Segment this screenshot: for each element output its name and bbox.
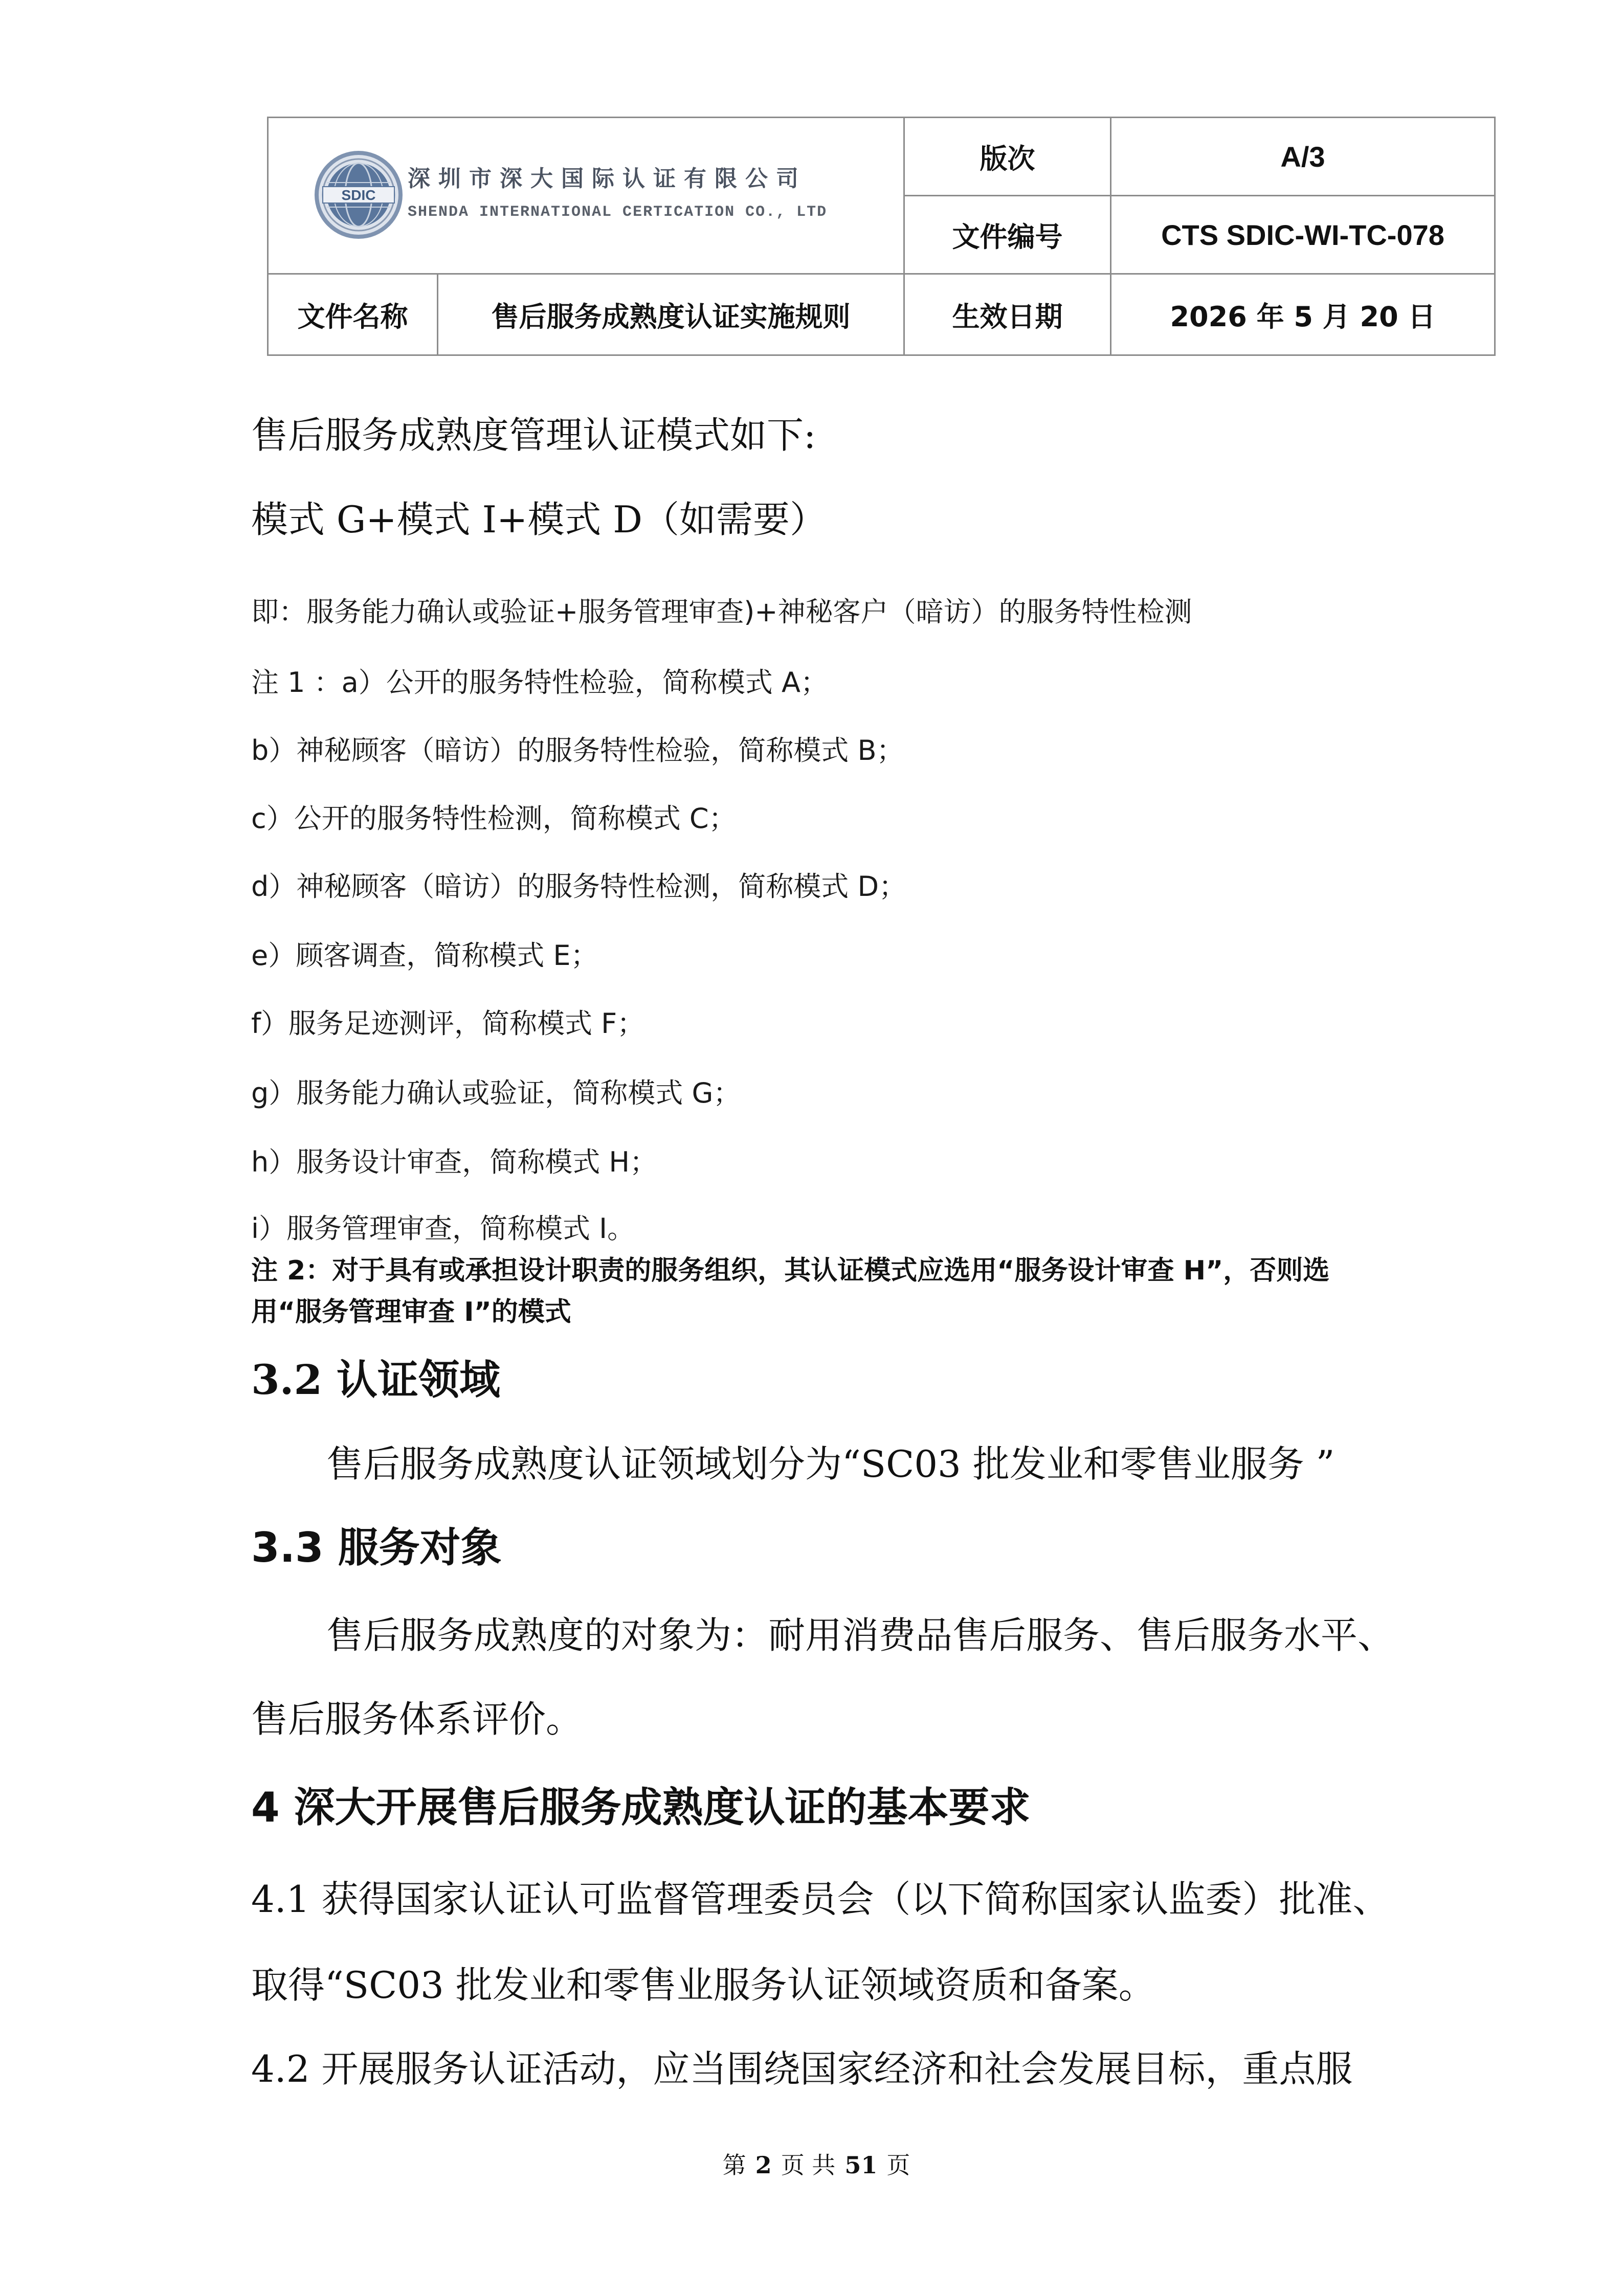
doc-name-value: 售后服务成熟度认证实施规则: [437, 273, 905, 356]
note1-item: b）神秘顾客（暗访）的服务特性检验，简称模式 B；: [251, 734, 904, 767]
doc-number-value: CTS SDIC-WI-TC-078: [1110, 195, 1496, 275]
company-name-en: SHENDA INTERNATIONAL CERTICATION CO., LTD: [408, 204, 828, 221]
section-3-3-text-line: 售后服务体系评价。: [251, 1698, 583, 1741]
doc-name-label: 文件名称: [267, 273, 438, 356]
mode-intro-line: 售后服务成熟度管理认证模式如下:: [251, 414, 816, 457]
doc-number-label: 文件编号: [903, 195, 1111, 275]
mode-explanation-line: 即：服务能力确认或验证+服务管理审查)+神秘客户（暗访）的服务特性检测: [251, 596, 1192, 628]
version-label: 版次: [903, 117, 1111, 196]
footer-middle: 页 共: [781, 2151, 836, 2179]
note2-line: 用“服务管理审查 I”的模式: [251, 1297, 571, 1327]
note1-item: g）服务能力确认或验证，简称模式 G；: [251, 1077, 741, 1109]
section-3-2-text: 售后服务成熟度认证领域划分为“SC03 批发业和零售业服务 ”: [326, 1443, 1335, 1485]
note1-item: d）神秘顾客（暗访）的服务特性检测，简称模式 D；: [251, 870, 907, 903]
section-4-text-line: 4.2 开展服务认证活动，应当围绕国家经济和社会发展目标，重点服: [251, 2047, 1353, 2090]
effective-date-value: 2026 年 5 月 20 日: [1110, 273, 1496, 356]
section-4-text-line: 取得“SC03 批发业和零售业服务认证领域资质和备案。: [251, 1964, 1155, 2007]
mode-formula-line: 模式 G+模式 I+模式 D（如需要）: [251, 498, 827, 541]
company-name-cn: 深圳市深大国际认证有限公司: [408, 166, 807, 192]
footer-prefix: 第: [722, 2151, 746, 2179]
section-4-text-line: 4.1 获得国家认证认可监督管理委员会（以下简称国家认监委）批准、: [251, 1878, 1390, 1921]
footer-suffix: 页: [886, 2151, 910, 2179]
section-4-heading: 4 深大开展售后服务成熟度认证的基本要求: [251, 1784, 1031, 1831]
effective-date-label: 生效日期: [903, 273, 1111, 356]
note1-item: f）服务足迹测评，简称模式 F；: [251, 1007, 645, 1040]
version-value: A/3: [1110, 117, 1496, 196]
sdic-logo-icon: [313, 149, 405, 241]
note1-item: i）服务管理审查，简称模式 I。: [251, 1212, 635, 1245]
section-3-3-text-line: 售后服务成熟度的对象为：耐用消费品售后服务、售后服务水平、: [326, 1614, 1395, 1657]
company-logo-cell: [267, 117, 905, 275]
note2-line: 注 2：对于具有或承担设计职责的服务组织，其认证模式应选用“服务设计审查 H”，否则选: [251, 1255, 1330, 1286]
section-3-2-heading: 3.2 认证领域: [251, 1356, 501, 1404]
section-3-3-heading: 3.3 服务对象: [251, 1524, 502, 1571]
svg-text:SDIC: SDIC: [341, 187, 376, 203]
note1-item: c）公开的服务特性检测，简称模式 C；: [251, 802, 737, 835]
current-page-number: 2: [755, 2151, 772, 2179]
total-pages-number: 51: [844, 2151, 878, 2179]
note1-item: e）顾客调查，简称模式 E；: [251, 939, 598, 972]
note1-item: 注 1 ：a）公开的服务特性检验，简称模式 A；: [251, 666, 828, 699]
note1-item: h）服务设计审查，简称模式 H；: [251, 1146, 657, 1178]
page-footer: [723, 2153, 910, 2177]
document-header-table: [267, 117, 1496, 356]
